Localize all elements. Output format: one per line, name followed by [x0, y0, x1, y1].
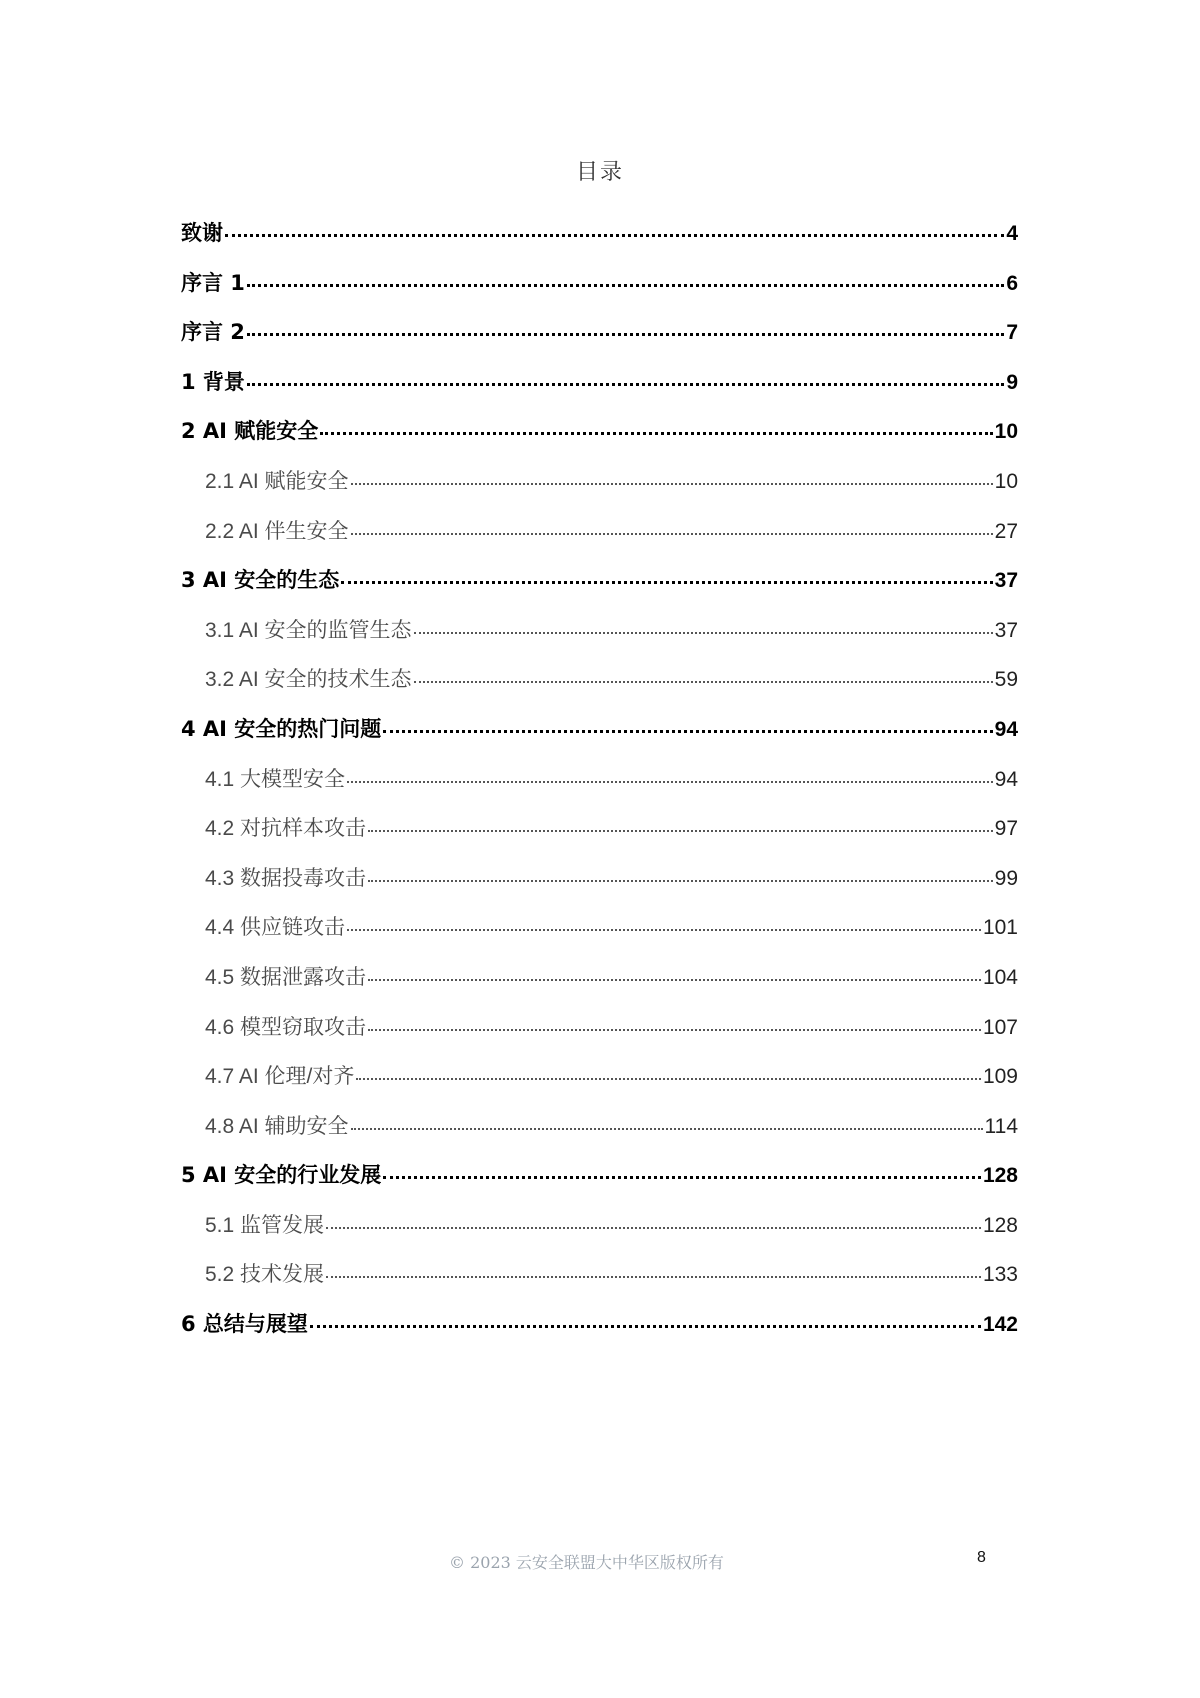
dot-leader: [383, 1161, 981, 1182]
toc-entry[interactable]: [181, 415, 1018, 465]
toc-subentry[interactable]: [181, 862, 1018, 912]
dot-leader: [351, 517, 993, 538]
toc-entry-page: 6: [1006, 271, 1018, 295]
toc-entry-page: 97: [994, 817, 1018, 841]
toc-entry-label: 2 AI 赋能安全: [181, 419, 319, 444]
toc-entry-page: 37: [994, 569, 1018, 593]
dot-leader: [351, 1112, 983, 1133]
toc-entry-page: 94: [994, 767, 1018, 791]
toc-entry-page: 99: [994, 866, 1018, 890]
toc-entry-label: 5.1 监管发展: [205, 1213, 325, 1237]
toc-entry-page: 7: [1006, 321, 1018, 345]
toc-entry-label: 序言 1: [181, 270, 245, 295]
toc-entry-label: 1 背景: [181, 369, 245, 394]
toc-entry[interactable]: [181, 564, 1018, 614]
toc-entry-label: 3.2 AI 安全的技术生态: [205, 668, 412, 692]
toc-entry-page: 128: [982, 1213, 1018, 1237]
toc-entry-label: 4.2 对抗样本攻击: [205, 817, 367, 841]
toc-entry[interactable]: [181, 316, 1018, 366]
dot-leader: [247, 269, 1004, 290]
toc-entry-label: 3.1 AI 安全的监管生态: [205, 618, 412, 642]
toc-entry[interactable]: [181, 267, 1018, 317]
toc-subentry[interactable]: [181, 812, 1018, 862]
toc-entry-label: 4.5 数据泄露攻击: [205, 965, 367, 989]
dot-leader: [347, 765, 993, 786]
toc-entry-page: 142: [982, 1313, 1018, 1337]
toc-entry-page: 10: [994, 420, 1018, 444]
toc-entry-page: 37: [994, 618, 1018, 642]
toc-entry[interactable]: [181, 713, 1018, 763]
toc-entry[interactable]: [181, 217, 1018, 267]
toc-entry-label: 4.6 模型窃取攻击: [205, 1015, 367, 1039]
dot-leader: [368, 864, 993, 885]
dot-leader: [347, 913, 981, 934]
toc-entry-page: 114: [984, 1114, 1018, 1138]
toc-entry-label: 6 总结与展望: [181, 1312, 308, 1337]
dot-leader: [341, 566, 992, 587]
table-of-contents: [181, 217, 1018, 1358]
toc-subentry[interactable]: [181, 1209, 1018, 1259]
toc-entry-label: 4.7 AI 伦理/对齐: [205, 1065, 355, 1089]
dot-leader: [356, 1062, 981, 1083]
toc-entry-page: 59: [994, 668, 1018, 692]
toc-entry-label: 2.1 AI 赋能安全: [205, 469, 349, 493]
toc-subentry[interactable]: [181, 1060, 1018, 1110]
page-number: 8: [977, 1549, 986, 1566]
toc-entry-page: 107: [982, 1015, 1018, 1039]
toc-entry-label: 2.2 AI 伴生安全: [205, 519, 349, 543]
toc-subentry[interactable]: [181, 763, 1018, 813]
dot-leader: [247, 318, 1004, 339]
toc-entry-page: 10: [994, 469, 1018, 493]
toc-entry-page: 9: [1006, 370, 1018, 394]
toc-entry-label: 5.2 技术发展: [205, 1263, 325, 1287]
dot-leader: [368, 963, 981, 984]
toc-subentry[interactable]: [181, 1011, 1018, 1061]
dot-leader: [320, 417, 992, 438]
toc-entry-label: 序言 2: [181, 320, 245, 345]
dot-leader: [326, 1211, 981, 1232]
toc-entry[interactable]: [181, 366, 1018, 416]
toc-entry-label: 4.8 AI 辅助安全: [205, 1114, 349, 1138]
toc-subentry[interactable]: [181, 1110, 1018, 1160]
toc-entry-label: 4.3 数据投毒攻击: [205, 866, 367, 890]
dot-leader: [326, 1260, 981, 1281]
dot-leader: [383, 715, 992, 736]
toc-entry-page: 27: [994, 519, 1018, 543]
toc-subentry[interactable]: [181, 1258, 1018, 1308]
toc-entry-page: 104: [982, 965, 1018, 989]
toc-subentry[interactable]: [181, 911, 1018, 961]
toc-entry-page: 4: [1006, 222, 1018, 245]
dot-leader: [225, 219, 1004, 240]
dot-leader: [368, 814, 993, 835]
toc-entry-page: 109: [982, 1065, 1018, 1089]
toc-subentry[interactable]: [181, 663, 1018, 713]
dot-leader: [247, 368, 1004, 389]
toc-entry[interactable]: [181, 1159, 1018, 1209]
toc-entry-page: 133: [982, 1263, 1018, 1287]
toc-entry[interactable]: [181, 1308, 1018, 1358]
toc-subentry[interactable]: [181, 515, 1018, 565]
toc-subentry[interactable]: [181, 614, 1018, 664]
dot-leader: [368, 1013, 981, 1034]
page-title: 目录: [575, 160, 624, 185]
toc-entry-label: 3 AI 安全的生态: [181, 568, 340, 593]
toc-entry-page: 128: [982, 1164, 1018, 1188]
dot-leader: [351, 467, 993, 488]
toc-subentry[interactable]: [181, 961, 1018, 1011]
dot-leader: [310, 1310, 981, 1331]
toc-entry-label: 4.4 供应链攻击: [205, 916, 346, 940]
copyright-footer: © 2023 云安全联盟大中华区版权所有: [449, 1553, 724, 1572]
toc-subentry[interactable]: [181, 465, 1018, 515]
toc-entry-page: 101: [982, 916, 1018, 940]
toc-entry-page: 94: [994, 717, 1018, 741]
toc-entry-label: 4.1 大模型安全: [205, 767, 346, 791]
dot-leader: [414, 665, 993, 686]
toc-entry-label: 致谢: [181, 221, 223, 245]
toc-entry-label: 4 AI 安全的热门问题: [181, 716, 382, 741]
dot-leader: [414, 616, 993, 637]
toc-entry-label: 5 AI 安全的行业发展: [181, 1163, 382, 1188]
